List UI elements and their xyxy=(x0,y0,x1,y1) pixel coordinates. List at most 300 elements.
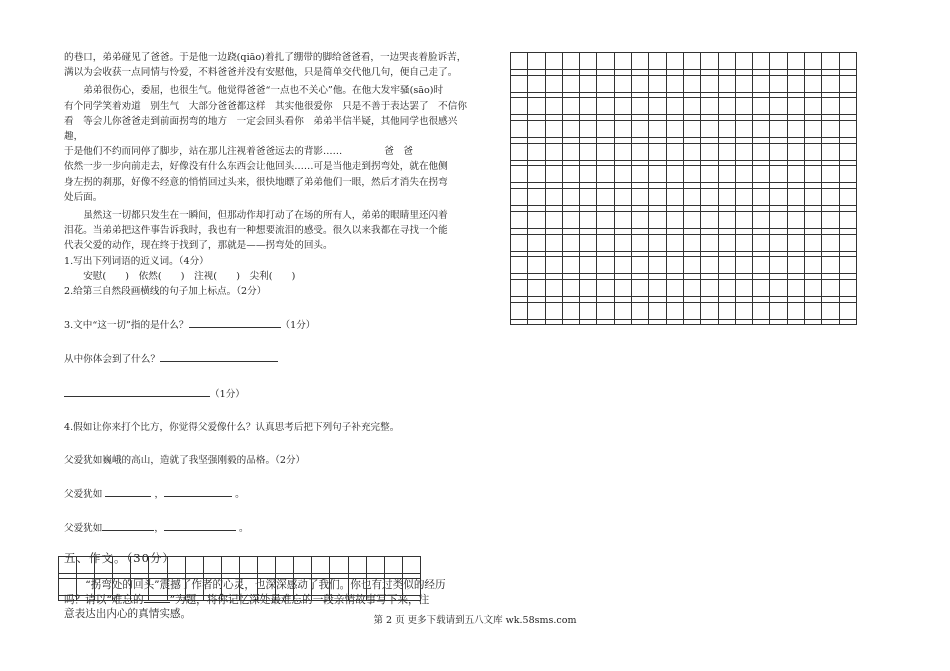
grid-cell[interactable] xyxy=(684,121,701,137)
grid-cell[interactable] xyxy=(312,557,330,573)
grid-cell[interactable] xyxy=(204,557,222,573)
grid-cell[interactable] xyxy=(632,76,649,92)
grid-cell[interactable] xyxy=(403,557,421,573)
grid-cell[interactable] xyxy=(770,257,787,273)
writing-grid-right[interactable] xyxy=(510,52,857,325)
grid-gap-cell xyxy=(632,138,649,143)
grid-cell[interactable] xyxy=(788,189,805,205)
grid-cell[interactable] xyxy=(580,257,597,273)
grid-cell[interactable] xyxy=(511,303,528,319)
grid-cell[interactable] xyxy=(667,303,684,319)
grid-gap-cell xyxy=(805,115,822,120)
grid-cell[interactable] xyxy=(367,579,385,595)
grid-cell[interactable] xyxy=(528,257,545,273)
grid-cell[interactable] xyxy=(240,557,258,573)
grid-cell[interactable] xyxy=(667,144,684,160)
grid-cell[interactable] xyxy=(563,53,580,69)
grid-cell[interactable] xyxy=(649,303,666,319)
grid-cell[interactable] xyxy=(632,235,649,251)
grid-cell[interactable] xyxy=(528,280,545,296)
grid-cell[interactable] xyxy=(788,98,805,114)
answer-blank[interactable] xyxy=(102,520,154,531)
answer-blank[interactable] xyxy=(164,486,232,497)
grid-cell[interactable] xyxy=(597,303,614,319)
grid-cell[interactable] xyxy=(770,212,787,228)
grid-cell[interactable] xyxy=(822,98,839,114)
grid-gap-cell xyxy=(667,274,684,279)
grid-cell[interactable] xyxy=(770,76,787,92)
grid-cell[interactable] xyxy=(788,212,805,228)
grid-cell[interactable] xyxy=(367,557,385,573)
grid-cell[interactable] xyxy=(511,144,528,160)
grid-cell[interactable] xyxy=(563,98,580,114)
grid-cell[interactable] xyxy=(684,166,701,182)
grid-cell[interactable] xyxy=(615,303,632,319)
grid-cell[interactable] xyxy=(511,121,528,137)
grid-cell[interactable] xyxy=(649,76,666,92)
grid-cell[interactable] xyxy=(511,235,528,251)
grid-cell[interactable] xyxy=(719,76,736,92)
grid-cell[interactable] xyxy=(528,303,545,319)
answer-blank[interactable] xyxy=(160,351,278,362)
grid-cell[interactable] xyxy=(770,235,787,251)
grid-cell[interactable] xyxy=(736,257,753,273)
grid-cell[interactable] xyxy=(840,98,857,114)
grid-cell[interactable] xyxy=(649,53,666,69)
grid-cell[interactable] xyxy=(805,303,822,319)
grid-cell[interactable] xyxy=(580,53,597,69)
grid-cell[interactable] xyxy=(546,121,563,137)
grid-cell[interactable] xyxy=(805,235,822,251)
grid-cell[interactable] xyxy=(597,144,614,160)
grid-cell[interactable] xyxy=(840,303,857,319)
grid-cell[interactable] xyxy=(546,166,563,182)
grid-cell[interactable] xyxy=(546,189,563,205)
grid-cell[interactable] xyxy=(330,579,348,595)
grid-cell[interactable] xyxy=(528,144,545,160)
grid-cell[interactable] xyxy=(649,144,666,160)
grid-cell[interactable] xyxy=(528,98,545,114)
grid-cell[interactable] xyxy=(330,557,348,573)
grid-cell[interactable] xyxy=(822,303,839,319)
grid-cell[interactable] xyxy=(632,98,649,114)
grid-gap-cell xyxy=(701,252,718,257)
grid-cell[interactable] xyxy=(770,303,787,319)
grid-cell[interactable] xyxy=(667,189,684,205)
grid-cell[interactable] xyxy=(597,212,614,228)
grid-cell[interactable] xyxy=(77,557,95,573)
grid-cell[interactable] xyxy=(736,280,753,296)
grid-cell[interactable] xyxy=(788,121,805,137)
grid-cell[interactable] xyxy=(701,53,718,69)
grid-cell[interactable] xyxy=(649,257,666,273)
grid-cell[interactable] xyxy=(597,121,614,137)
answer-blank[interactable] xyxy=(64,386,210,397)
grid-cell[interactable] xyxy=(240,579,258,595)
grid-cell[interactable] xyxy=(597,166,614,182)
grid-cell[interactable] xyxy=(719,212,736,228)
grid-cell[interactable] xyxy=(719,189,736,205)
grid-cell[interactable] xyxy=(615,53,632,69)
grid-cell[interactable] xyxy=(788,280,805,296)
grid-cell[interactable] xyxy=(546,76,563,92)
grid-cell[interactable] xyxy=(563,166,580,182)
grid-cell[interactable] xyxy=(719,166,736,182)
grid-cell[interactable] xyxy=(349,557,367,573)
grid-cell[interactable] xyxy=(822,280,839,296)
grid-cell[interactable] xyxy=(615,121,632,137)
grid-cell[interactable] xyxy=(385,579,403,595)
grid-cell[interactable] xyxy=(822,235,839,251)
grid-cell[interactable] xyxy=(580,280,597,296)
grid-cell[interactable] xyxy=(684,212,701,228)
grid-cell[interactable] xyxy=(805,257,822,273)
grid-cell[interactable] xyxy=(149,557,167,573)
grid-cell[interactable] xyxy=(840,189,857,205)
grid-cell[interactable] xyxy=(563,303,580,319)
grid-cell[interactable] xyxy=(840,53,857,69)
grid-cell[interactable] xyxy=(805,144,822,160)
grid-cell[interactable] xyxy=(563,280,580,296)
grid-cell[interactable] xyxy=(528,189,545,205)
grid-cell[interactable] xyxy=(788,257,805,273)
grid-cell[interactable] xyxy=(719,53,736,69)
grid-gap-cell xyxy=(546,115,563,120)
grid-cell[interactable] xyxy=(580,98,597,114)
grid-cell[interactable] xyxy=(684,280,701,296)
answer-blank[interactable] xyxy=(189,317,281,328)
grid-cell[interactable] xyxy=(580,121,597,137)
grid-cell[interactable] xyxy=(597,189,614,205)
grid-cell[interactable] xyxy=(770,280,787,296)
grid-cell[interactable] xyxy=(805,98,822,114)
grid-cell[interactable] xyxy=(684,189,701,205)
grid-gap-cell xyxy=(632,297,649,302)
grid-cell[interactable] xyxy=(822,144,839,160)
question-1-words[interactable]: 安慰( ) 依然( ) 注视( ) 尖利( ) xyxy=(83,270,296,282)
grid-cell[interactable] xyxy=(632,144,649,160)
grid-cell[interactable] xyxy=(805,76,822,92)
grid-cell[interactable] xyxy=(822,189,839,205)
grid-cell[interactable] xyxy=(736,189,753,205)
grid-cell[interactable] xyxy=(684,144,701,160)
grid-cell[interactable] xyxy=(667,76,684,92)
grid-cell[interactable] xyxy=(632,53,649,69)
grid-cell[interactable] xyxy=(632,166,649,182)
grid-cell[interactable] xyxy=(770,53,787,69)
grid-cell[interactable] xyxy=(597,98,614,114)
grid-cell[interactable] xyxy=(580,166,597,182)
grid-cell[interactable] xyxy=(753,166,770,182)
grid-cell[interactable] xyxy=(615,144,632,160)
grid-cell[interactable] xyxy=(753,76,770,92)
grid-cell[interactable] xyxy=(701,280,718,296)
grid-gap-cell xyxy=(349,574,367,579)
grid-cell[interactable] xyxy=(736,166,753,182)
writing-grid-left[interactable] xyxy=(58,556,421,601)
grid-cell[interactable] xyxy=(649,98,666,114)
grid-cell[interactable] xyxy=(632,303,649,319)
grid-cell[interactable] xyxy=(736,144,753,160)
grid-cell[interactable] xyxy=(753,235,770,251)
grid-cell[interactable] xyxy=(563,121,580,137)
grid-gap-cell xyxy=(385,574,403,579)
grid-cell[interactable] xyxy=(736,98,753,114)
grid-gap-cell xyxy=(528,138,545,143)
grid-cell[interactable] xyxy=(149,579,167,595)
grid-cell[interactable] xyxy=(312,579,330,595)
grid-cell[interactable] xyxy=(719,98,736,114)
grid-cell[interactable] xyxy=(131,557,149,573)
grid-cell[interactable] xyxy=(511,189,528,205)
grid-cell[interactable] xyxy=(840,144,857,160)
grid-cell[interactable] xyxy=(770,144,787,160)
grid-cell[interactable] xyxy=(563,212,580,228)
grid-cell[interactable] xyxy=(822,121,839,137)
grid-cell[interactable] xyxy=(528,76,545,92)
grid-cell[interactable] xyxy=(615,98,632,114)
answer-blank[interactable] xyxy=(105,486,151,497)
grid-cell[interactable] xyxy=(753,257,770,273)
grid-cell[interactable] xyxy=(840,76,857,92)
grid-cell[interactable] xyxy=(667,212,684,228)
grid-cell[interactable] xyxy=(511,98,528,114)
grid-cell[interactable] xyxy=(59,579,77,595)
grid-cell[interactable] xyxy=(294,579,312,595)
grid-cell[interactable] xyxy=(736,53,753,69)
grid-cell[interactable] xyxy=(546,212,563,228)
grid-cell[interactable] xyxy=(580,212,597,228)
grid-cell[interactable] xyxy=(511,212,528,228)
grid-cell[interactable] xyxy=(719,280,736,296)
grid-cell[interactable] xyxy=(770,189,787,205)
grid-cell[interactable] xyxy=(805,212,822,228)
grid-cell[interactable] xyxy=(805,189,822,205)
grid-cell[interactable] xyxy=(580,76,597,92)
grid-cell[interactable] xyxy=(204,579,222,595)
grid-cell[interactable] xyxy=(597,235,614,251)
grid-cell[interactable] xyxy=(649,280,666,296)
grid-cell[interactable] xyxy=(840,235,857,251)
grid-cell[interactable] xyxy=(701,144,718,160)
grid-cell[interactable] xyxy=(770,98,787,114)
grid-cell[interactable] xyxy=(95,579,113,595)
grid-cell[interactable] xyxy=(788,76,805,92)
grid-cell[interactable] xyxy=(294,557,312,573)
grid-gap-cell xyxy=(59,596,77,601)
grid-cell[interactable] xyxy=(349,579,367,595)
grid-cell[interactable] xyxy=(597,257,614,273)
grid-cell[interactable] xyxy=(701,76,718,92)
grid-cell[interactable] xyxy=(753,98,770,114)
grid-cell[interactable] xyxy=(403,579,421,595)
grid-cell[interactable] xyxy=(719,257,736,273)
grid-cell[interactable] xyxy=(168,557,186,573)
grid-cell[interactable] xyxy=(276,579,294,595)
grid-cell[interactable] xyxy=(701,166,718,182)
grid-cell[interactable] xyxy=(701,257,718,273)
grid-cell[interactable] xyxy=(186,557,204,573)
grid-cell[interactable] xyxy=(615,257,632,273)
grid-cell[interactable] xyxy=(736,235,753,251)
grid-cell[interactable] xyxy=(597,53,614,69)
grid-cell[interactable] xyxy=(546,98,563,114)
grid-cell[interactable] xyxy=(649,189,666,205)
grid-cell[interactable] xyxy=(736,212,753,228)
grid-cell[interactable] xyxy=(753,144,770,160)
grid-cell[interactable] xyxy=(597,280,614,296)
grid-cell[interactable] xyxy=(719,303,736,319)
grid-cell[interactable] xyxy=(546,257,563,273)
grid-cell[interactable] xyxy=(77,579,95,595)
grid-cell[interactable] xyxy=(511,280,528,296)
grid-cell[interactable] xyxy=(736,121,753,137)
grid-cell[interactable] xyxy=(701,235,718,251)
grid-cell[interactable] xyxy=(805,166,822,182)
grid-cell[interactable] xyxy=(528,121,545,137)
grid-cell[interactable] xyxy=(186,579,204,595)
grid-cell[interactable] xyxy=(753,189,770,205)
grid-cell[interactable] xyxy=(528,235,545,251)
grid-cell[interactable] xyxy=(258,579,276,595)
grid-cell[interactable] xyxy=(131,579,149,595)
grid-cell[interactable] xyxy=(822,166,839,182)
grid-cell[interactable] xyxy=(511,257,528,273)
grid-cell[interactable] xyxy=(684,53,701,69)
grid-cell[interactable] xyxy=(632,280,649,296)
grid-cell[interactable] xyxy=(385,557,403,573)
grid-cell[interactable] xyxy=(632,257,649,273)
grid-cell[interactable] xyxy=(580,303,597,319)
grid-cell[interactable] xyxy=(701,121,718,137)
grid-cell[interactable] xyxy=(546,144,563,160)
grid-cell[interactable] xyxy=(580,189,597,205)
grid-cell[interactable] xyxy=(258,557,276,573)
grid-cell[interactable] xyxy=(753,212,770,228)
grid-cell[interactable] xyxy=(701,98,718,114)
grid-cell[interactable] xyxy=(222,579,240,595)
grid-cell[interactable] xyxy=(649,235,666,251)
grid-cell[interactable] xyxy=(511,166,528,182)
grid-cell[interactable] xyxy=(528,166,545,182)
grid-cell[interactable] xyxy=(684,303,701,319)
grid-cell[interactable] xyxy=(719,144,736,160)
grid-cell[interactable] xyxy=(546,303,563,319)
answer-blank[interactable] xyxy=(164,520,236,531)
grid-cell[interactable] xyxy=(736,76,753,92)
grid-cell[interactable] xyxy=(805,280,822,296)
grid-cell[interactable] xyxy=(649,166,666,182)
grid-cell[interactable] xyxy=(840,166,857,182)
grid-cell[interactable] xyxy=(667,121,684,137)
grid-cell[interactable] xyxy=(822,257,839,273)
grid-cell[interactable] xyxy=(615,76,632,92)
grid-cell[interactable] xyxy=(222,557,240,573)
grid-cell[interactable] xyxy=(753,53,770,69)
grid-cell[interactable] xyxy=(753,280,770,296)
grid-cell[interactable] xyxy=(684,76,701,92)
grid-cell[interactable] xyxy=(563,189,580,205)
grid-cell[interactable] xyxy=(528,53,545,69)
grid-cell[interactable] xyxy=(563,144,580,160)
grid-cell[interactable] xyxy=(667,98,684,114)
grid-cell[interactable] xyxy=(788,166,805,182)
grid-cell[interactable] xyxy=(822,212,839,228)
grid-cell[interactable] xyxy=(840,212,857,228)
grid-cell[interactable] xyxy=(615,212,632,228)
grid-cell[interactable] xyxy=(563,257,580,273)
grid-cell[interactable] xyxy=(684,235,701,251)
grid-cell[interactable] xyxy=(632,212,649,228)
grid-cell[interactable] xyxy=(701,303,718,319)
grid-cell[interactable] xyxy=(615,235,632,251)
grid-cell[interactable] xyxy=(580,235,597,251)
grid-cell[interactable] xyxy=(649,121,666,137)
grid-cell[interactable] xyxy=(615,280,632,296)
grid-cell[interactable] xyxy=(546,235,563,251)
grid-cell[interactable] xyxy=(788,144,805,160)
grid-cell[interactable] xyxy=(113,579,131,595)
grid-cell[interactable] xyxy=(546,280,563,296)
grid-cell[interactable] xyxy=(788,53,805,69)
grid-cell[interactable] xyxy=(59,557,77,573)
grid-cell[interactable] xyxy=(753,121,770,137)
grid-cell[interactable] xyxy=(805,121,822,137)
grid-cell[interactable] xyxy=(822,53,839,69)
grid-cell[interactable] xyxy=(511,53,528,69)
grid-cell[interactable] xyxy=(667,257,684,273)
grid-cell[interactable] xyxy=(511,76,528,92)
grid-cell[interactable] xyxy=(788,303,805,319)
grid-cell[interactable] xyxy=(632,189,649,205)
grid-cell[interactable] xyxy=(840,257,857,273)
grid-cell[interactable] xyxy=(701,189,718,205)
grid-cell[interactable] xyxy=(770,166,787,182)
grid-cell[interactable] xyxy=(840,280,857,296)
grid-cell[interactable] xyxy=(822,76,839,92)
grid-cell[interactable] xyxy=(563,235,580,251)
grid-cell[interactable] xyxy=(753,303,770,319)
grid-cell[interactable] xyxy=(667,166,684,182)
grid-cell[interactable] xyxy=(701,212,718,228)
grid-cell[interactable] xyxy=(276,557,294,573)
grid-cell[interactable] xyxy=(113,557,131,573)
grid-cell[interactable] xyxy=(528,212,545,228)
grid-cell[interactable] xyxy=(95,557,113,573)
grid-cell[interactable] xyxy=(684,98,701,114)
grid-cell[interactable] xyxy=(667,280,684,296)
grid-cell[interactable] xyxy=(667,235,684,251)
grid-cell[interactable] xyxy=(632,121,649,137)
grid-cell[interactable] xyxy=(684,257,701,273)
grid-cell[interactable] xyxy=(840,121,857,137)
grid-cell[interactable] xyxy=(580,144,597,160)
grid-cell[interactable] xyxy=(719,121,736,137)
grid-cell[interactable] xyxy=(649,212,666,228)
grid-cell[interactable] xyxy=(667,53,684,69)
grid-cell[interactable] xyxy=(597,76,614,92)
grid-cell[interactable] xyxy=(546,53,563,69)
grid-cell[interactable] xyxy=(788,235,805,251)
grid-cell[interactable] xyxy=(736,303,753,319)
grid-cell[interactable] xyxy=(615,166,632,182)
grid-cell[interactable] xyxy=(615,189,632,205)
grid-cell[interactable] xyxy=(805,53,822,69)
grid-cell[interactable] xyxy=(770,121,787,137)
grid-cell[interactable] xyxy=(719,235,736,251)
grid-cell[interactable] xyxy=(168,579,186,595)
grid-cell[interactable] xyxy=(563,76,580,92)
